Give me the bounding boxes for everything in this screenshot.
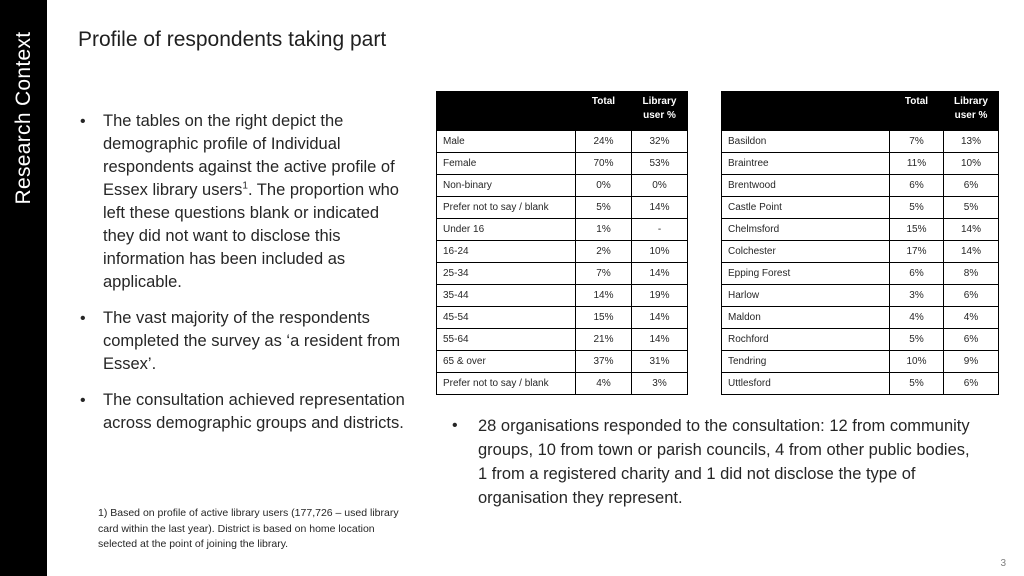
table-row (722, 241, 999, 263)
library-user-cell: 4% (944, 307, 999, 329)
library-user-cell: 9% (944, 351, 999, 373)
library-user-cell: 19% (632, 285, 688, 307)
row-label-cell: 55-64 (437, 329, 576, 351)
table-row (722, 175, 999, 197)
row-label-cell: Non-binary (437, 175, 576, 197)
sidebar-label: Research Context (12, 31, 35, 205)
bullet-item (78, 307, 408, 376)
total-cell: 2% (576, 241, 632, 263)
table-row (722, 307, 999, 329)
row-label-cell: Rochford (722, 329, 890, 351)
table-header-cell (722, 92, 890, 131)
table-row (722, 329, 999, 351)
library-user-cell: 32% (632, 131, 688, 153)
districts-table (721, 91, 999, 395)
library-user-cell: 53% (632, 153, 688, 175)
library-user-cell: 10% (632, 241, 688, 263)
total-cell: 3% (890, 285, 944, 307)
library-user-cell: 14% (632, 329, 688, 351)
table-header-cell: Total (576, 92, 632, 131)
total-cell: 21% (576, 329, 632, 351)
table-row (437, 175, 688, 197)
table-row (722, 197, 999, 219)
library-user-cell: 0% (632, 175, 688, 197)
bullet-text: 28 organisations responded to the consultation: 12 from community groups, 10 from town or parish councils, 4 from other public bodies, 1 from a registered charity and 1 did not disclose the type of organisation they represent. (478, 417, 970, 507)
total-cell: 1% (576, 219, 632, 241)
bullet-dot-icon: • (80, 392, 86, 409)
table-row (437, 153, 688, 175)
total-cell: 4% (890, 307, 944, 329)
bullet-item (78, 389, 408, 435)
library-user-cell: 3% (632, 373, 688, 395)
total-cell: 11% (890, 153, 944, 175)
table-header-cell: Library user % (632, 92, 688, 131)
row-label-cell: Female (437, 153, 576, 175)
library-user-cell: 14% (632, 307, 688, 329)
page-number: 3 (1000, 558, 1006, 569)
table-row (437, 219, 688, 241)
table-row (437, 131, 688, 153)
table-row (722, 351, 999, 373)
row-label-cell: Prefer not to say / blank (437, 373, 576, 395)
library-user-cell: 8% (944, 263, 999, 285)
table-row (437, 285, 688, 307)
total-cell: 6% (890, 175, 944, 197)
bullet-text-cont: . The proportion who left these questions blank or indicated they did not want to disclose this information has been included as applicable. (103, 181, 399, 291)
bullet-dot-icon: • (452, 417, 458, 434)
row-label-cell: Tendring (722, 351, 890, 373)
table-row (437, 329, 688, 351)
total-cell: 5% (890, 329, 944, 351)
table-header-row (437, 92, 688, 131)
library-user-cell: 13% (944, 131, 999, 153)
library-user-cell: 6% (944, 329, 999, 351)
table-row (437, 373, 688, 395)
row-label-cell: Prefer not to say / blank (437, 197, 576, 219)
table-row (437, 197, 688, 219)
library-user-cell: 6% (944, 175, 999, 197)
table-header-row (722, 92, 999, 131)
row-label-cell: 65 & over (437, 351, 576, 373)
sidebar (0, 0, 47, 576)
row-label-cell: Castle Point (722, 197, 890, 219)
row-label-cell: Basildon (722, 131, 890, 153)
total-cell: 10% (890, 351, 944, 373)
library-user-cell: 6% (944, 285, 999, 307)
total-cell: 4% (576, 373, 632, 395)
total-cell: 5% (576, 197, 632, 219)
library-user-cell: 14% (632, 197, 688, 219)
bullet-text: The vast majority of the respondents completed the survey as ‘a resident from Essex’. (103, 309, 401, 373)
row-label-cell: 16-24 (437, 241, 576, 263)
table-row (722, 285, 999, 307)
table-header-cell: Library user % (944, 92, 999, 131)
bullet-list (78, 110, 408, 448)
total-cell: 7% (890, 131, 944, 153)
table-row (722, 263, 999, 285)
row-label-cell: Male (437, 131, 576, 153)
total-cell: 17% (890, 241, 944, 263)
library-user-cell: 6% (944, 373, 999, 395)
row-label-cell: Maldon (722, 307, 890, 329)
row-label-cell: Harlow (722, 285, 890, 307)
total-cell: 7% (576, 263, 632, 285)
total-cell: 0% (576, 175, 632, 197)
row-label-cell: 35-44 (437, 285, 576, 307)
table-row (437, 307, 688, 329)
total-cell: 14% (576, 285, 632, 307)
row-label-cell: 45-54 (437, 307, 576, 329)
library-user-cell: 10% (944, 153, 999, 175)
library-user-cell: 14% (632, 263, 688, 285)
demographics-table (436, 91, 688, 395)
table-row (437, 241, 688, 263)
library-user-cell: 5% (944, 197, 999, 219)
table-row (722, 219, 999, 241)
total-cell: 15% (890, 219, 944, 241)
total-cell: 5% (890, 197, 944, 219)
total-cell: 24% (576, 131, 632, 153)
bullet-text: The tables on the right depict the demographic profile of Individual respondents against the active profile of Essex library users (103, 112, 395, 199)
library-user-cell: 14% (944, 241, 999, 263)
row-label-cell: 25-34 (437, 263, 576, 285)
total-cell: 37% (576, 351, 632, 373)
total-cell: 5% (890, 373, 944, 395)
footnote: 1) Based on profile of active library users (177,726 – used library card within the last year). District is based on home location selected at the point of joining the library. (98, 507, 399, 550)
row-label-cell: Chelmsford (722, 219, 890, 241)
total-cell: 15% (576, 307, 632, 329)
total-cell: 70% (576, 153, 632, 175)
row-label-cell: Uttlesford (722, 373, 890, 395)
library-user-cell: - (632, 219, 688, 241)
row-label-cell: Epping Forest (722, 263, 890, 285)
page-title: Profile of respondents taking part (78, 28, 387, 51)
table-row (722, 131, 999, 153)
organisations-bullet (452, 414, 972, 510)
row-label-cell: Colchester (722, 241, 890, 263)
table-header-cell: Total (890, 92, 944, 131)
library-user-cell: 14% (944, 219, 999, 241)
footnote-marker: 1 (242, 180, 248, 192)
bullet-dot-icon: • (80, 113, 86, 130)
total-cell: 6% (890, 263, 944, 285)
row-label-cell: Under 16 (437, 219, 576, 241)
table-row (722, 373, 999, 395)
bullet-text: The consultation achieved representation across demographic groups and districts. (103, 391, 405, 432)
row-label-cell: Brentwood (722, 175, 890, 197)
table-row (722, 153, 999, 175)
bullet-dot-icon: • (80, 310, 86, 327)
bullet-item (78, 110, 408, 294)
table-row (437, 351, 688, 373)
library-user-cell: 31% (632, 351, 688, 373)
table-row (437, 263, 688, 285)
table-header-cell (437, 92, 576, 131)
row-label-cell: Braintree (722, 153, 890, 175)
